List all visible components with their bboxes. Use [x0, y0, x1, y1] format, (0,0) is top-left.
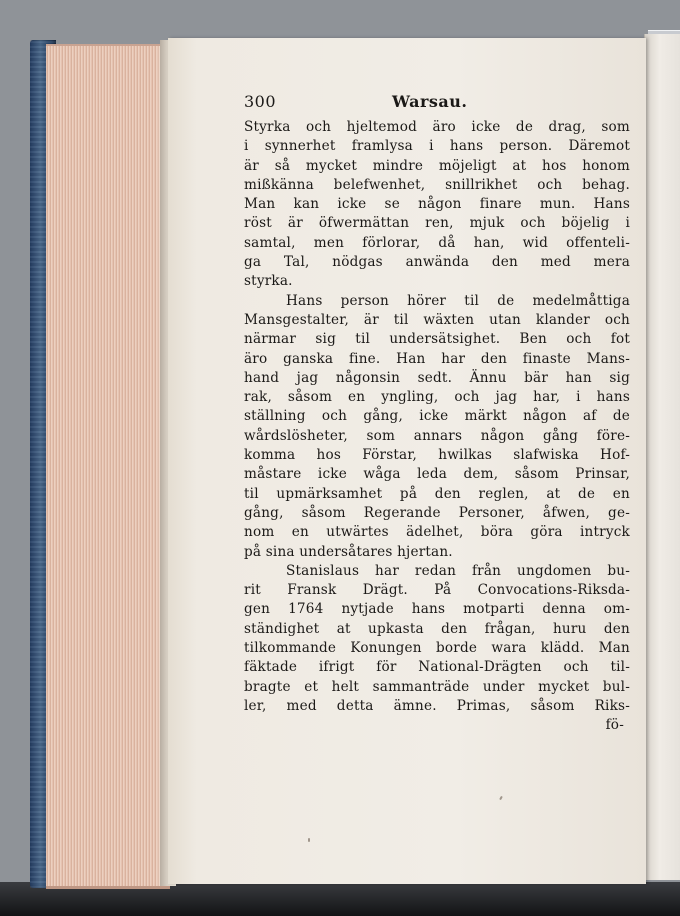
text-line: samtal, men förlorar, då han, wid offenteli-	[244, 234, 630, 251]
text-line: är så mycket mindre möjeligt at hos honom	[244, 157, 630, 174]
page-number: 300	[244, 92, 277, 111]
paragraph-1	[244, 118, 630, 292]
text-line: Styrka och hjeltemod äro icke de drag, som	[244, 119, 630, 135]
text-line: nom en utwärtes ädelhet, böra göra intryck	[244, 524, 630, 541]
text-line: hand jag någonsin sedt. Ännu bär han sig	[244, 369, 630, 386]
paper-speck	[499, 796, 503, 800]
text-line: på sina undersåtares hjertan.	[244, 543, 453, 560]
text-line: äro ganska fine. Han har den finaste Mans-	[244, 350, 630, 367]
text-line: gång, såsom Regerande Personer, åfwen, ge-	[244, 504, 630, 521]
text-line: ler, med detta ämne. Primas, såsom Riks-	[244, 697, 630, 714]
running-head	[244, 88, 630, 116]
paragraph-2	[244, 292, 630, 562]
text-line: fäktade ifrigt för National-Drägten och til-	[244, 659, 630, 676]
text-line: Hans person hörer til de medelmåttiga	[286, 292, 630, 309]
text-line: komma hos Förstar, hwilkas slafwiska Hof-	[244, 447, 630, 464]
text-line: ga Tal, nödgas anwända den med mera	[244, 254, 630, 271]
page-edge-stack	[46, 44, 170, 889]
catchword: fö-	[605, 717, 624, 734]
text-line: ställning och gång, icke märkt någon af de	[244, 408, 630, 425]
text-line: Mansgestalter, är til wäxten utan klander och	[244, 311, 630, 328]
text-line: bragte et helt sammanträde under mycket bul-	[244, 678, 630, 695]
text-line: närmar sig til undersätsighet. Ben och fot	[244, 331, 630, 348]
paragraph-3	[244, 562, 630, 716]
text-line: til upmärksamhet på den reglen, at de en	[244, 485, 630, 502]
text-line: wårdslösheter, som annars någon gång före-	[244, 427, 630, 444]
text-line: Man kan icke se någon finare mun. Hans	[244, 196, 630, 213]
running-title: Warsau.	[392, 92, 468, 111]
text-line: måstare icke wåga leda dem, såsom Prinsar,	[244, 466, 630, 483]
paper-speck	[308, 838, 310, 842]
text-line: styrka.	[244, 273, 293, 290]
text-line: rit Fransk Drägt. På Convocations-Riksda-	[244, 582, 630, 599]
text-line: i synnerhet framlysa i hans person. Däremot	[244, 138, 630, 155]
text-line: mißkänna belefwenhet, snillrikhet och behag.	[244, 176, 630, 193]
text-line: ständighet at upkasta den frågan, huru den	[244, 620, 630, 637]
text-line: tilkommande Konungen borde wara klädd. Man	[244, 640, 630, 657]
text-line: rak, såsom en yngling, och jag har, i hans	[244, 389, 630, 406]
text-line: gen 1764 nytjade hans motparti denna om-	[244, 601, 630, 618]
facing-page-edge	[644, 34, 680, 880]
text-line: röst är öfwermättan ren, mjuk och böjelig i	[244, 215, 630, 232]
page-text-block	[244, 88, 630, 736]
text-line: Stanislaus har redan från ungdomen bu-	[286, 562, 630, 579]
